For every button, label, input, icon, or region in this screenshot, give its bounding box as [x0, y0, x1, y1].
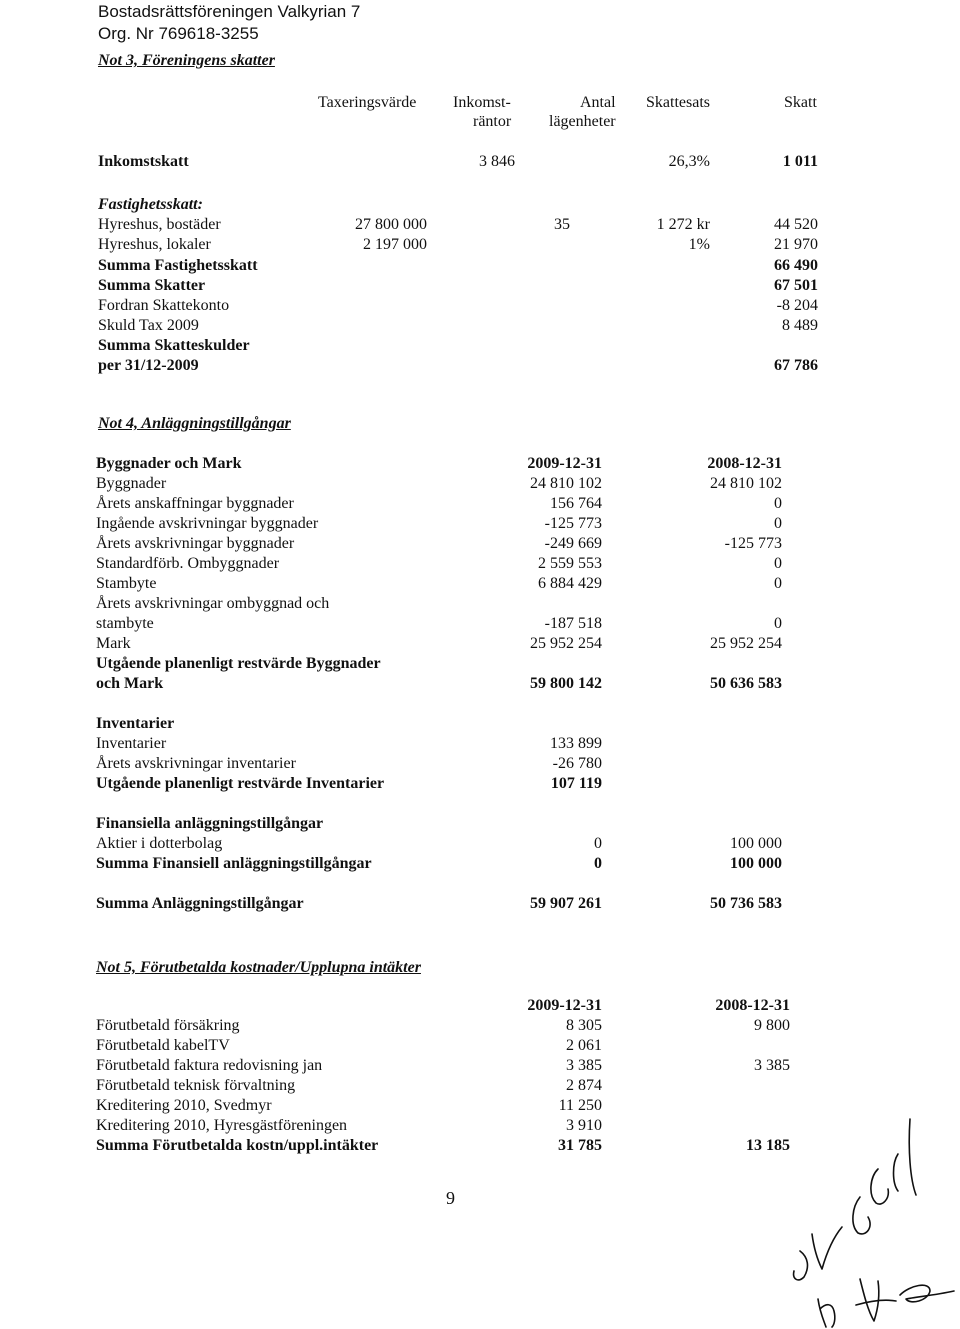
note4-title: Not 4, Anläggningstillgångar: [98, 415, 291, 432]
note4-2009-cell: 24 810 102: [530, 475, 602, 492]
note4-2008-cell: 100 000: [730, 855, 782, 872]
note4-2009-cell: 0: [594, 835, 602, 852]
note4-2009-cell: 6 884 429: [538, 575, 602, 592]
note5-header-2008: 2008-12-31: [715, 997, 790, 1014]
note4-row-label: Årets avskrivningar byggnader: [96, 535, 295, 552]
note5-row-label: Summa Förutbetalda kostn/uppl.intäkter: [96, 1137, 379, 1154]
note4-row-label: Mark: [96, 635, 131, 652]
note5-2009-cell: 3 385: [566, 1057, 602, 1074]
note4-row-label: Ingående avskrivningar byggnader: [96, 515, 319, 532]
note5-header-2009: 2009-12-31: [527, 997, 602, 1014]
org-name: Bostadsrättsföreningen Valkyrian 7: [98, 2, 361, 21]
note4-2009-cell: 107 119: [550, 775, 602, 792]
note3-tax-cell: 66 490: [774, 257, 818, 274]
note3-row-label: Summa Skatter: [98, 277, 206, 294]
note4-row-label: Utgående planenligt restvärde Inventarier: [96, 775, 385, 792]
note5-2008-cell: 9 800: [754, 1017, 790, 1034]
note4-2008-cell: 0: [774, 615, 782, 632]
note3-row-label: Fordran Skattekonto: [98, 297, 230, 314]
note4-row-label: Aktier i dotterbolag: [96, 835, 223, 852]
note3-apts-cell: 35: [554, 216, 570, 233]
note4-2009-cell: 156 764: [550, 495, 602, 512]
header-income-1: Inkomst-: [453, 94, 511, 111]
note4-2009-cell: 59 907 261: [530, 895, 602, 912]
header-apts-2: lägenheter: [549, 113, 616, 130]
note3-row-label: Fastighetsskatt:: [98, 196, 203, 213]
note3-tax-cell: 21 970: [774, 236, 818, 253]
note4-row-label: Summa Finansiell anläggningstillgångar: [96, 855, 372, 872]
note3-row-label: Hyreshus, lokaler: [98, 236, 211, 253]
note4-row-label: Summa Anläggningstillgångar: [96, 895, 304, 912]
note4-row-label: och Mark: [96, 675, 164, 692]
note4-2008-cell: 2008-12-31: [707, 455, 782, 472]
note4-2009-cell: 2009-12-31: [527, 455, 602, 472]
note4-2008-cell: 0: [774, 575, 782, 592]
note4-2008-cell: -125 773: [724, 535, 782, 552]
note5-2008-cell: 13 185: [746, 1137, 790, 1154]
note4-row-label: Årets avskrivningar inventarier: [96, 755, 296, 772]
note3-income-cell: 3 846: [479, 153, 515, 170]
note5-row-label: Förutbetald försäkring: [96, 1017, 240, 1034]
note4-2008-cell: 25 952 254: [710, 635, 782, 652]
header-tax: Skatt: [784, 94, 817, 111]
note4-row-label: Årets avskrivningar ombyggnad och: [96, 595, 330, 612]
note5-title: Not 5, Förutbetalda kostnader/Upplupna intäkter: [96, 959, 421, 976]
note5-2008-cell: 3 385: [754, 1057, 790, 1074]
note4-2008-cell: 0: [774, 495, 782, 512]
header-apts-1: Antal: [580, 94, 616, 111]
note4-row-label: Inventarier: [96, 715, 175, 732]
note3-tax-cell: 1 011: [782, 153, 818, 170]
note3-row-label: per 31/12-2009: [98, 357, 199, 374]
note5-2009-cell: 11 250: [558, 1097, 602, 1114]
handwritten-initials-signature: [760, 1099, 960, 1329]
note4-2009-cell: 59 800 142: [530, 675, 602, 692]
note3-row-label: Hyreshus, bostäder: [98, 216, 221, 233]
note3-row-label: Inkomstskatt: [98, 153, 189, 170]
note3-rate-cell: 1 272 kr: [656, 216, 710, 233]
note5-2009-cell: 2 061: [566, 1037, 602, 1054]
note3-tax-value-cell: 27 800 000: [355, 216, 427, 233]
note4-2009-cell: 25 952 254: [530, 635, 602, 652]
note3-row-label: Skuld Tax 2009: [98, 317, 199, 334]
note5-2009-cell: 31 785: [558, 1137, 602, 1154]
note4-2009-cell: -187 518: [544, 615, 602, 632]
note3-rate-cell: 26,3%: [668, 153, 710, 170]
header-rate: Skattesats: [646, 94, 710, 111]
note4-row-label: Årets anskaffningar byggnader: [96, 495, 294, 512]
note4-row-label: Finansiella anläggningstillgångar: [96, 815, 324, 832]
note4-2008-cell: 24 810 102: [710, 475, 782, 492]
note4-row-label: Byggnader: [96, 475, 167, 492]
note3-tax-value-cell: 2 197 000: [363, 236, 427, 253]
note4-2008-cell: 50 636 583: [710, 675, 782, 692]
note4-2009-cell: 2 559 553: [538, 555, 602, 572]
note3-title: Not 3, Föreningens skatter: [98, 52, 275, 69]
note3-row-label: Summa Skatteskulder: [98, 337, 250, 354]
note5-row-label: Förutbetald kabelTV: [96, 1037, 230, 1054]
note5-2009-cell: 2 874: [566, 1077, 602, 1094]
note5-2009-cell: 8 305: [566, 1017, 602, 1034]
note4-2008-cell: 100 000: [730, 835, 782, 852]
page-number: 9: [446, 1188, 455, 1208]
note3-row-label: Summa Fastighetsskatt: [98, 257, 258, 274]
header-income-2: räntor: [473, 113, 512, 130]
note4-2008-cell: 50 736 583: [710, 895, 782, 912]
note4-2008-cell: 0: [774, 555, 782, 572]
note5-row-label: Kreditering 2010, Hyresgästföreningen: [96, 1117, 348, 1134]
note3-tax-cell: -8 204: [776, 297, 818, 314]
note4-row-label: Stambyte: [96, 575, 157, 592]
note4-2009-cell: 0: [594, 855, 602, 872]
note4-row-label: Utgående planenligt restvärde Byggnader: [96, 655, 381, 672]
note5-row-label: Kreditering 2010, Svedmyr: [96, 1097, 272, 1114]
note4-row-label: Standardförb. Ombyggnader: [96, 555, 280, 572]
note3-tax-cell: 67 786: [774, 357, 818, 374]
note4-row-label: Inventarier: [96, 735, 167, 752]
note3-tax-cell: 8 489: [782, 317, 818, 334]
note4-2008-cell: 0: [774, 515, 782, 532]
note5-row-label: Förutbetald faktura redovisning jan: [96, 1057, 323, 1074]
header-tax-value: Taxeringsvärde: [318, 94, 417, 111]
note4-2009-cell: -125 773: [544, 515, 602, 532]
note4-2009-cell: -249 669: [544, 535, 602, 552]
note5-row-label: Förutbetald teknisk förvaltning: [96, 1077, 296, 1094]
note4-row-label: stambyte: [96, 615, 154, 632]
org-number: Org. Nr 769618-3255: [98, 24, 259, 43]
note4-row-label: Byggnader och Mark: [96, 455, 242, 472]
note5-2009-cell: 3 910: [566, 1117, 602, 1134]
note3-tax-cell: 44 520: [774, 216, 818, 233]
note3-rate-cell: 1%: [688, 236, 710, 253]
note4-2009-cell: 133 899: [550, 735, 602, 752]
note4-2009-cell: -26 780: [552, 755, 602, 772]
note3-tax-cell: 67 501: [774, 277, 818, 294]
